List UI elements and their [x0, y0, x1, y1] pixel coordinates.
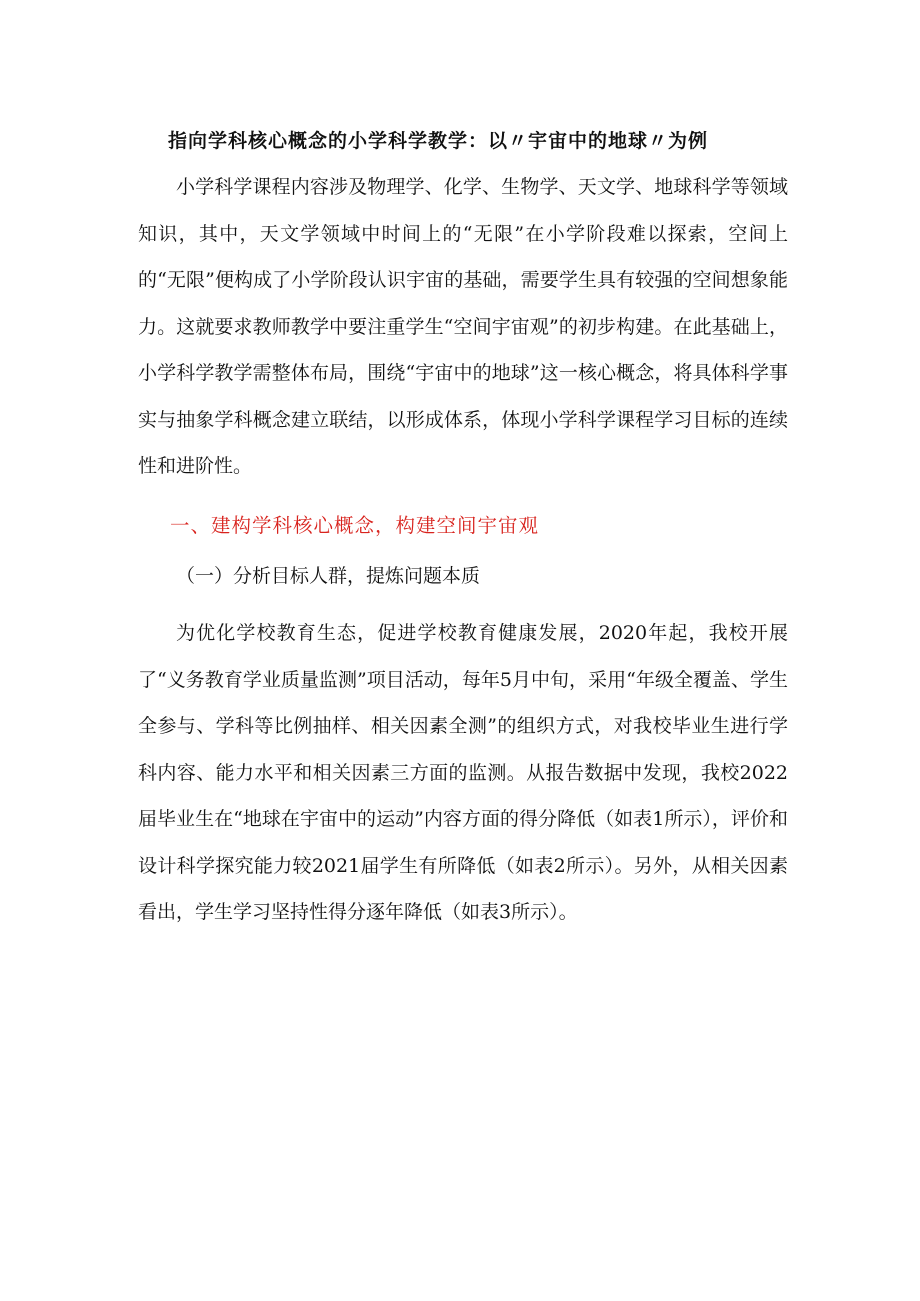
subsection-heading-1: （一）分析目标人群，提炼问题本质: [176, 565, 481, 587]
section-heading-1: 一、建构学科核心概念，构建空间宇宙观: [170, 514, 540, 537]
document-title: 指向学科核心概念的小学科学教学：以〃宇宙中的地球〃为例: [168, 130, 709, 152]
body-paragraph: 为优化学校教育生态，促进学校教育健康发展，2020年起，我校开展了“义务教育学业质量监测”项目活动，每年5月中旬，采用“年级全覆盖、学生全参与、学科等比例抽样、相关因素全测”的组织方式，对我校毕业生进行学科内容、能力水平和相关因素三方面的监测。从报告数据中发现，我校2022届毕业生在“地球在宇宙中的运动”内容方面的得分降低（如表1所示），评价和设计科学探究能力较2021届学生有所降低（如表2所示）。另外，从相关因素看出，学生学习坚持性得分逐年降低（如表3所示）。: [138, 622, 788, 923]
intro-paragraph: 小学科学课程内容涉及物理学、化学、生物学、天文学、地球科学等领域知识，其中，天文学领域中时间上的“无限”在小学阶段难以探索，空间上的“无限”便构成了小学阶段认识宇宙的基础，需要学生具有较强的空间想象能力。这就要求教师教学中要注重学生“空间宇宙观”的初步构建。在此基础上，小学科学教学需整体布局，围绕“宇宙中的地球”这一核心概念，将具体科学事实与抽象学科概念建立联结，以形成体系，体现小学科学课程学习目标的连续性和进阶性。: [138, 176, 788, 477]
